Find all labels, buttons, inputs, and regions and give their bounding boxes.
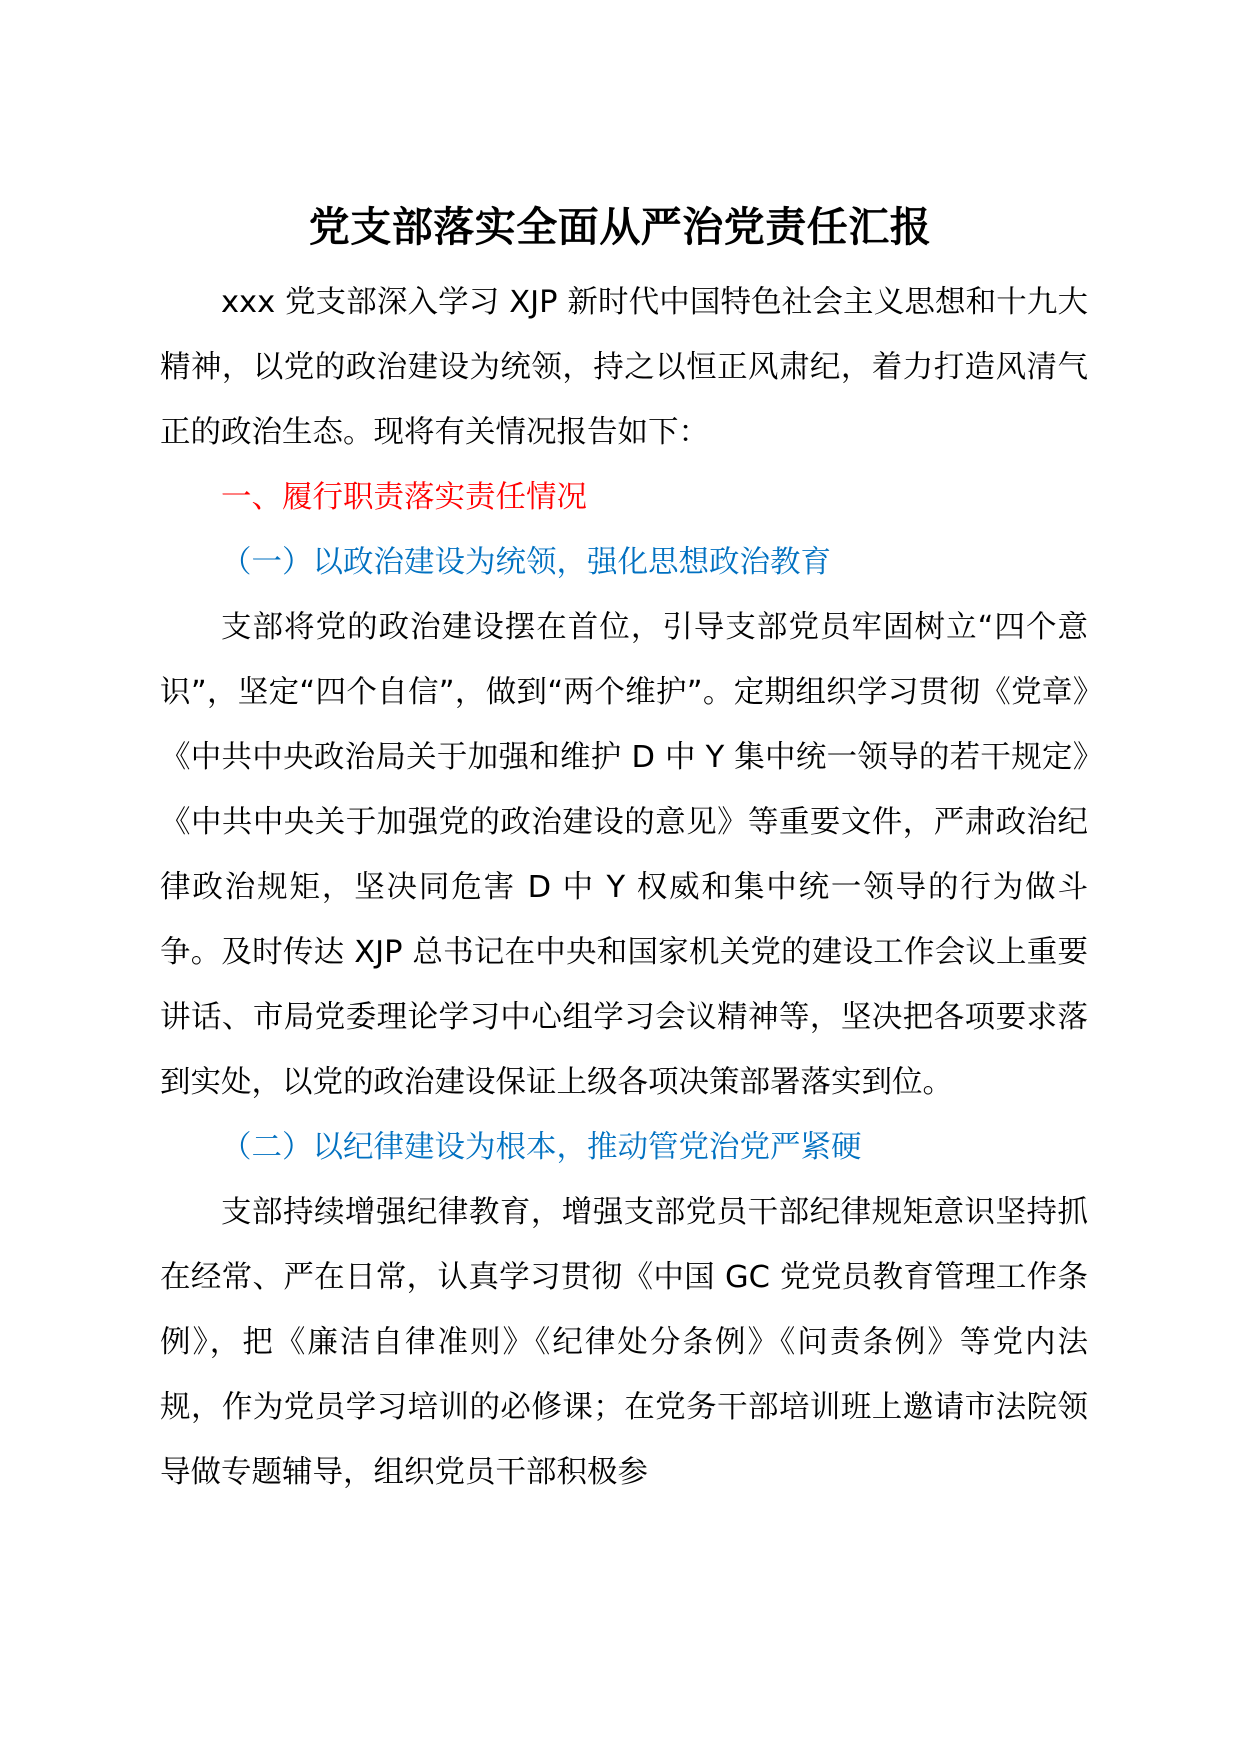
document-title: 党支部落实全面从严治党责任汇报	[308, 203, 932, 251]
subsection-heading-2: （二）以纪律建设为根本，推动管党治党严紧硬	[221, 1130, 862, 1165]
body-paragraph-1: 支部将党的政治建设摆在首位，引导支部党员牢固树立“四个意识”，坚定“四个自信”，做到“两个维护”。定期组织学习贯彻《党章》《中共中央政治局关于加强和维护 D 中 Y 集中统一领导的若干规定》《中共中央关于加强党的政治建设的意见》等重要文件，严肃政治纪律政治规矩，坚决同危害 D 中 Y 权威和集中统一领导的行为做斗争。及时传达 XJP 总书记在中央和国家机关党的建设工作会议上重要讲话、市局党委理论学习中心组学习会议精神等，坚决把各项要求落到实处，以党的政治建设保证上级各项决策部署落实到位。	[160, 610, 1088, 1100]
body-paragraph-2: 支部持续增强纪律教育，增强支部党员干部纪律规矩意识坚持抓在经常、严在日常，认真学习贯彻《中国 GC 党党员教育管理工作条例》，把《廉洁自律准则》《纪律处分条例》《问责条例》等党内法规，作为党员学习培训的必修课；在党务干部培训班上邀请市法院领导做专题辅导，组织党员干部积极参	[160, 1195, 1088, 1490]
subsection-heading-1: （一）以政治建设为统领，强化思想政治教育	[221, 545, 831, 580]
document-body	[160, 270, 1088, 1505]
intro-paragraph: xxx 党支部深入学习 XJP 新时代中国特色社会主义思想和十九大精神，以党的政治建设为统领，持之以恒正风肃纪，着力打造风清气正的政治生态。现将有关情况报告如下：	[160, 285, 1088, 450]
section-heading-1: 一、履行职责落实责任情况	[221, 480, 587, 515]
